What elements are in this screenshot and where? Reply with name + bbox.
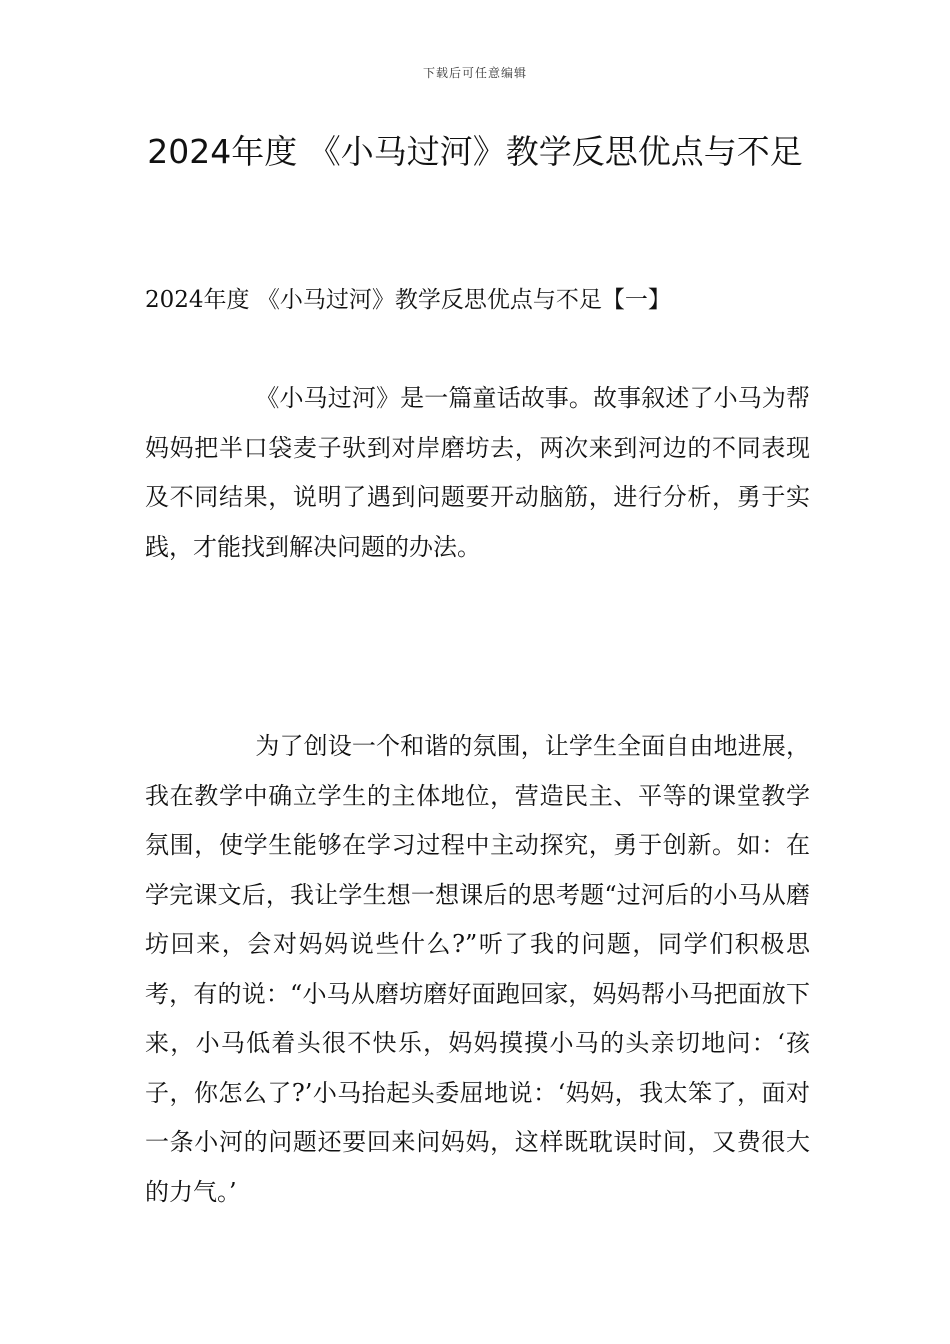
header-note: 下载后可任意编辑 <box>422 66 527 80</box>
paragraph-intro: 《小马过河》是一篇童话故事。故事叙述了小马为帮妈妈把半口袋麦子驮到对岸磨坊去，两次来到河边的不同表现及不同结果，说明了遇到问题要开动脑筋，进行分析，勇于实践，才能找到解决问题的办法。 <box>145 384 810 561</box>
paragraph-teaching: 为了创设一个和谐的氛围，让学生全面自由地进展，我在教学中确立学生的主体地位，营造民主、平等的课堂教学氛围，使学生能够在学习过程中主动探究，勇于创新。如：在学完课文后，我让学生想一想课后的思考题“过河后的小马从磨坊回来，会对妈妈说些什么?”听了我的问题，同学们积极思考，有的说：“小马从磨坊磨好面跑回家，妈妈帮小马把面放下来，小马低着头很不快乐，妈妈摸摸小马的头亲切地问：‘孩子，你怎么了?’小马抬起头委屈地说：‘妈妈，我太笨了，面对一条小河的问题还要回来问妈妈，这样既耽误时间，又费很大的力气。’ <box>145 732 810 1206</box>
document-title: 2024年度 《小马过河》教学反思优点与不足 <box>147 132 803 171</box>
section-heading: 2024年度 《小马过河》教学反思优点与不足【一】 <box>145 287 671 313</box>
